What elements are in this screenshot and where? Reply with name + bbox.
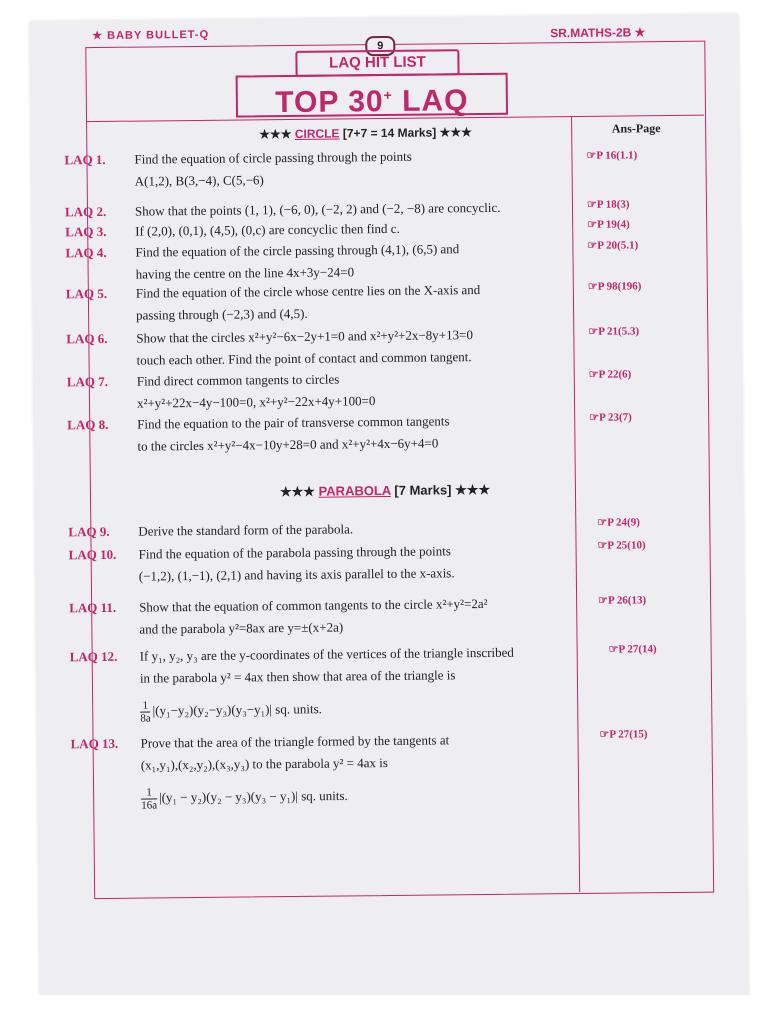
laq-question <box>137 409 567 458</box>
answer-page-ref: ☞P 16(1.1) <box>586 149 638 162</box>
page-number: 9 <box>365 36 395 56</box>
answer-page-ref: ☞P 19(4) <box>587 218 630 231</box>
formula-line <box>141 782 571 812</box>
laq-label: LAQ 2. <box>64 203 107 220</box>
top-tail: LAQ <box>392 84 469 118</box>
background-bottom <box>0 995 768 1024</box>
question-line: touch each other. Find the point of contact and common tangent. <box>136 349 472 368</box>
question-line: Find the equation of circle passing through the points <box>134 148 412 167</box>
stars-icon: ★★★ <box>259 126 292 142</box>
laq-label: LAQ 10. <box>68 546 117 563</box>
laq-question <box>134 144 564 193</box>
answer-page-ref: ☞P 27(14) <box>608 643 657 656</box>
fraction <box>141 786 157 811</box>
question-line: (−1,2), (1,−1), (2,1) and having its axis parallel to the x-axis. <box>138 565 455 584</box>
question-line: in the parabola y² = 4ax then show that area of the triangle is <box>139 667 456 686</box>
top-text: TOP 30 <box>275 85 384 120</box>
laq-question <box>136 278 566 327</box>
ans-page-heading: Ans-Page <box>611 121 661 136</box>
book-title: ★ BABY BULLET-Q <box>92 28 210 43</box>
answer-page-ref: ☞P 27(15) <box>599 728 648 741</box>
answer-page-ref: ☞P 26(13) <box>598 594 647 607</box>
laq-question <box>140 641 571 724</box>
subject-title: SR.MATHS-2B ★ <box>550 25 646 41</box>
section-name: CIRCLE <box>294 126 340 141</box>
laq-question <box>138 539 568 588</box>
fraction-numerator: 1 <box>140 699 151 712</box>
stars-icon: ★★★ <box>439 125 472 140</box>
laq-question <box>138 516 568 543</box>
answer-page-ref: ☞P 20(5.1) <box>587 239 639 252</box>
hit-list-title: LAQ HIT LIST <box>295 49 459 77</box>
answer-page-ref: ☞P 23(7) <box>589 411 632 424</box>
question-line: Derive the standard form of the parabola. <box>138 521 354 539</box>
stars-icon: ★★★ <box>455 481 491 498</box>
question-line: and the parabola y²=8ax are y=±(x+2a) <box>139 619 344 637</box>
answer-page-ref: ☞P 21(5.3) <box>588 325 640 338</box>
laq-label: LAQ 11. <box>69 599 117 616</box>
section-marks: [7 Marks] <box>394 482 452 498</box>
parabola-section-heading <box>280 482 490 500</box>
laq-label: LAQ 12. <box>69 648 118 665</box>
formula-tail: |(y₁−y₂)(y₂−y₃)(y₃−y₁)| sq. units. <box>152 701 322 718</box>
answer-page-ref: ☞P 25(10) <box>597 539 646 552</box>
fraction-numerator: 1 <box>141 786 157 799</box>
laq-label: LAQ 5. <box>65 285 108 302</box>
question-line: to the circles x²+y²−4x−10y+28=0 and x²+y²+4x−6y+4=0 <box>137 435 439 454</box>
question-line: Find the equation of the parabola passing through the points <box>138 543 451 562</box>
fraction <box>140 699 151 724</box>
answer-page-ref: ☞P 98(196) <box>587 280 642 293</box>
fraction-denominator: 8a <box>140 712 151 725</box>
laq-question <box>137 366 567 415</box>
top-sup: + <box>383 86 393 104</box>
question-line: having the centre on the line 4x+3y−24=0 <box>135 264 355 282</box>
answer-page-ref: ☞P 22(6) <box>588 368 632 381</box>
section-marks: [7+7 = 14 Marks] <box>342 125 437 141</box>
page-sheet <box>30 14 748 1006</box>
answer-page-ref: ☞P 18(3) <box>586 198 630 211</box>
laq-label: LAQ 9. <box>68 523 110 540</box>
formula-tail: |(y₁ − y₂)(y₂ − y₃)(y₃ − y₁)| sq. units. <box>158 787 348 805</box>
question-line: A(1,2), B(3,−4), C(5,−6) <box>134 172 264 189</box>
laq-label: LAQ 1. <box>64 151 106 168</box>
laq-question <box>139 592 569 641</box>
question-line: (x₁,y₁),(x₂,y₂),(x₃,y₃) to the parabola y² = 4ax is <box>140 755 388 773</box>
question-line: x²+y²+22x−4y−100=0, x²+y²−22x+4y+100=0 <box>136 393 376 411</box>
question-line: If y₁, y₂, y₃ are the y-coordinates of the vertices of the triangle inscribed <box>139 644 514 664</box>
formula-line <box>140 695 570 725</box>
question-line: Find the equation to the pair of transverse common tangents <box>137 413 450 432</box>
question-line: Find the equation of the circle whose centre lies on the X-axis and <box>135 282 481 301</box>
laq-label: LAQ 4. <box>65 244 107 261</box>
question-line: Show that the points (1, 1), (−6, 0), (−2, 2) and (−2, −8) are concyclic. <box>134 199 501 219</box>
section-name: PARABOLA <box>318 482 391 499</box>
stars-icon: ★★★ <box>279 483 315 500</box>
answer-page-ref: ☞P 24(9) <box>597 516 640 529</box>
question-line: passing through (−2,3) and (4,5). <box>136 305 308 323</box>
question-line: Prove that the area of the triangle formed by the tangents at <box>140 732 450 751</box>
laq-question <box>140 728 571 811</box>
laq-label: LAQ 6. <box>66 330 108 347</box>
question-line: Find direct common tangents to circles <box>136 371 340 389</box>
fraction-denominator: 16a <box>141 799 158 812</box>
question-line: If (2,0), (0,1), (4,5), (0,c) are concyclic then find c. <box>135 220 400 239</box>
question-line: Show that the circles x²+y²−6x−2y+1=0 and x²+y²+2x−8y+13=0 <box>136 327 473 346</box>
laq-label: LAQ 7. <box>66 373 109 390</box>
laq-label: LAQ 13. <box>70 735 119 752</box>
laq-label: LAQ 8. <box>67 416 109 433</box>
top-30-title <box>236 73 508 118</box>
laq-question <box>136 323 566 372</box>
question-line: Find the equation of the circle passing through (4,1), (6,5) and <box>135 241 460 260</box>
question-line: Show that the equation of common tangents to the circle x²+y²=2a² <box>139 595 488 615</box>
circle-section-heading <box>259 125 472 141</box>
laq-label: LAQ 3. <box>65 223 107 240</box>
